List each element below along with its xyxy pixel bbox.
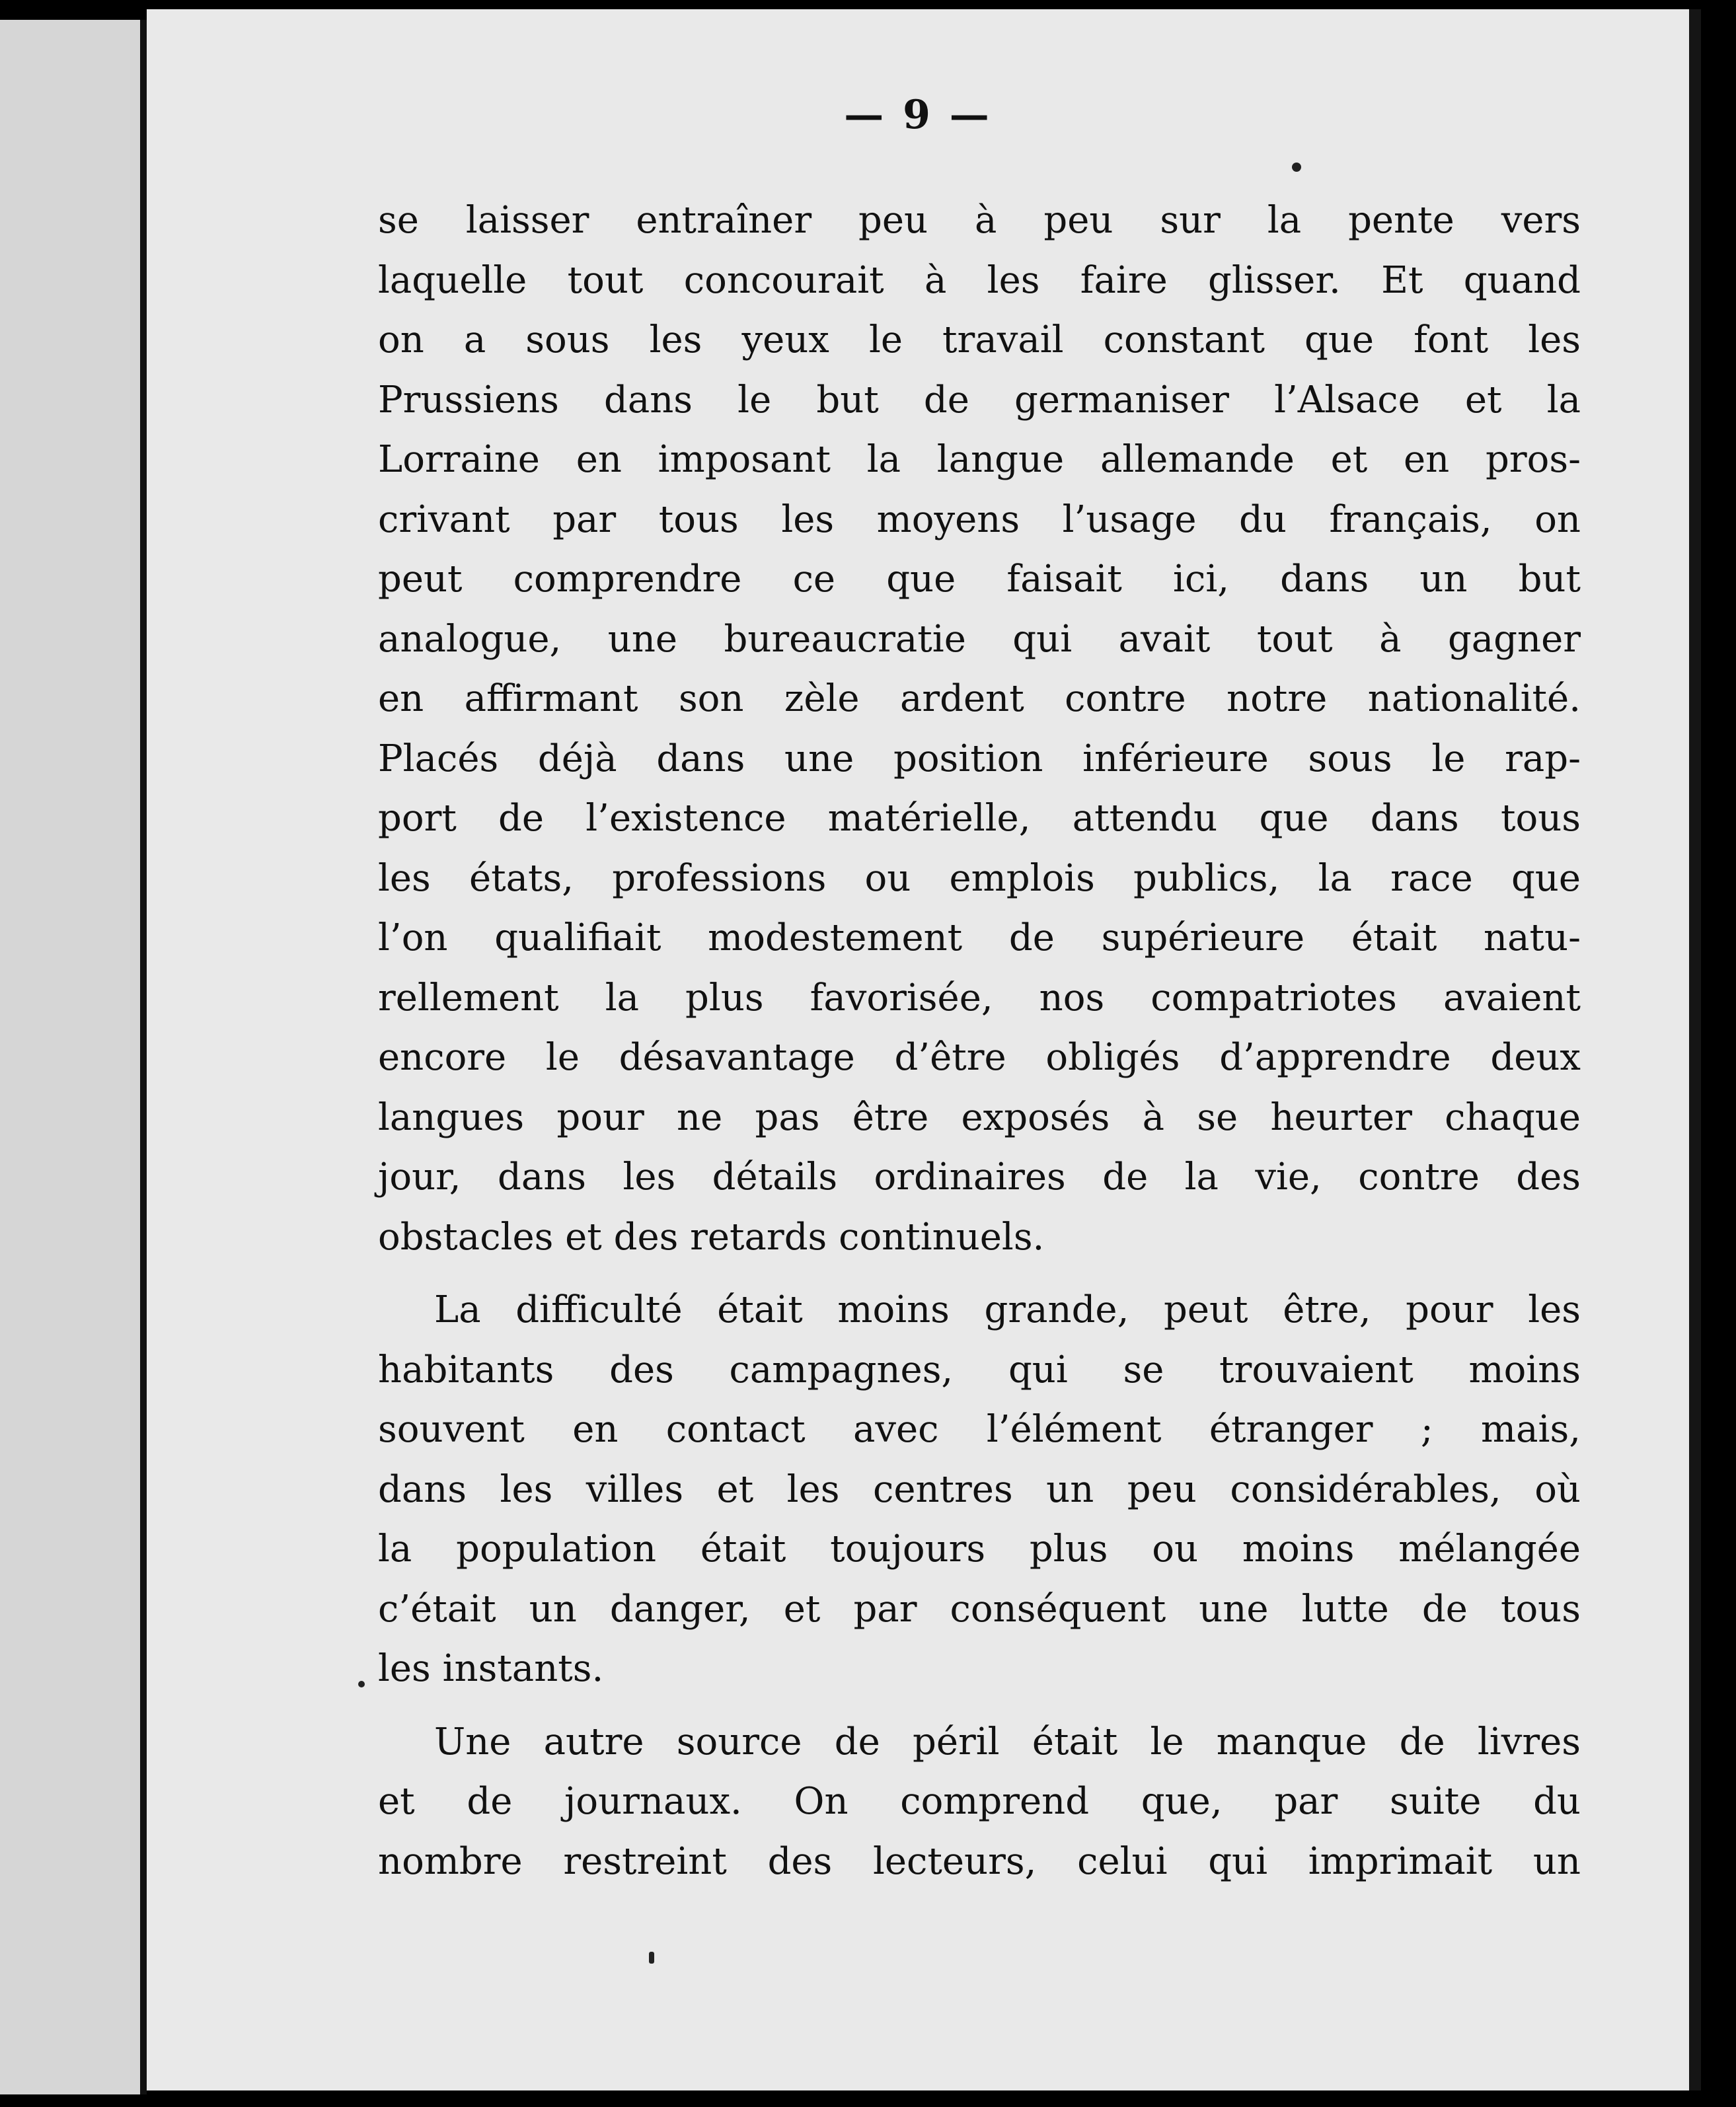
text-line: peut comprendre ce que faisait ici, dans un but <box>378 558 1581 601</box>
paragraph-2 <box>378 1280 1581 1699</box>
text-line: Lorraine en imposant la langue allemande et en pros- <box>378 438 1581 481</box>
text-line: les états, professions ou emplois publics, la race que <box>378 856 1581 900</box>
text-line: la population était toujours plus ou moins mélangée <box>378 1528 1581 1571</box>
text-line: habitants des campagnes, qui se trouvaient moins <box>378 1348 1581 1391</box>
text-line: Prussiens dans le but de germaniser l’Alsace et la <box>378 378 1581 422</box>
text-line: port de l’existence matérielle, attendu que dans tous <box>378 797 1581 840</box>
text-line: nombre restreint des lecteurs, celui qui imprimait un <box>378 1839 1581 1883</box>
text-line: et de journaux. On comprend que, par suite du <box>378 1780 1581 1823</box>
text-line: Placés déjà dans une position inférieure sous le rap- <box>378 737 1581 780</box>
book-page <box>147 9 1701 2090</box>
text-line: les instants. <box>378 1647 604 1690</box>
body-text <box>378 191 1581 1892</box>
text-line: dans les villes et les centres un peu considérables, où <box>378 1467 1581 1511</box>
text-line: se laisser entraîner peu à peu sur la pente vers <box>378 199 1581 242</box>
text-line: obstacles et des retards continuels. <box>378 1215 1045 1259</box>
ink-speck <box>649 1952 654 1964</box>
text-line: c’était un danger, et par conséquent une lutte de tous <box>378 1587 1581 1631</box>
ink-speck <box>1292 163 1301 172</box>
page-number: — 9 — <box>844 92 992 138</box>
text-line: langues pour ne pas être exposés à se heurter chaque <box>378 1095 1581 1139</box>
text-line: en affirmant son zèle ardent contre notre nationalité. <box>378 677 1581 720</box>
paragraph-3 <box>378 1713 1581 1892</box>
text-line: crivant par tous les moyens l’usage du français, on <box>378 498 1581 541</box>
text-line: La difficulté était moins grande, peut être, pour les <box>434 1288 1581 1331</box>
text-line: jour, dans les détails ordinaires de la vie, contre des <box>378 1156 1581 1199</box>
text-line: souvent en contact avec l’élément étranger ; mais, <box>378 1408 1581 1451</box>
text-line: analogue, une bureaucratie qui avait tout à gagner <box>378 617 1581 661</box>
ink-speck <box>358 1681 365 1687</box>
text-line: encore le désavantage d’être obligés d’apprendre deux <box>378 1036 1581 1079</box>
paragraph-1 <box>378 191 1581 1267</box>
text-line: Une autre source de péril était le manque de livres <box>434 1720 1581 1763</box>
facing-page-edge <box>0 20 147 2094</box>
text-line: rellement la plus favorisée, nos compatriotes avaient <box>378 976 1581 1019</box>
text-line: l’on qualifiait modestement de supérieure était natu- <box>378 916 1581 959</box>
text-line: laquelle tout concourait à les faire glisser. Et quand <box>378 258 1581 302</box>
text-line: on a sous les yeux le travail constant que font les <box>378 318 1581 361</box>
